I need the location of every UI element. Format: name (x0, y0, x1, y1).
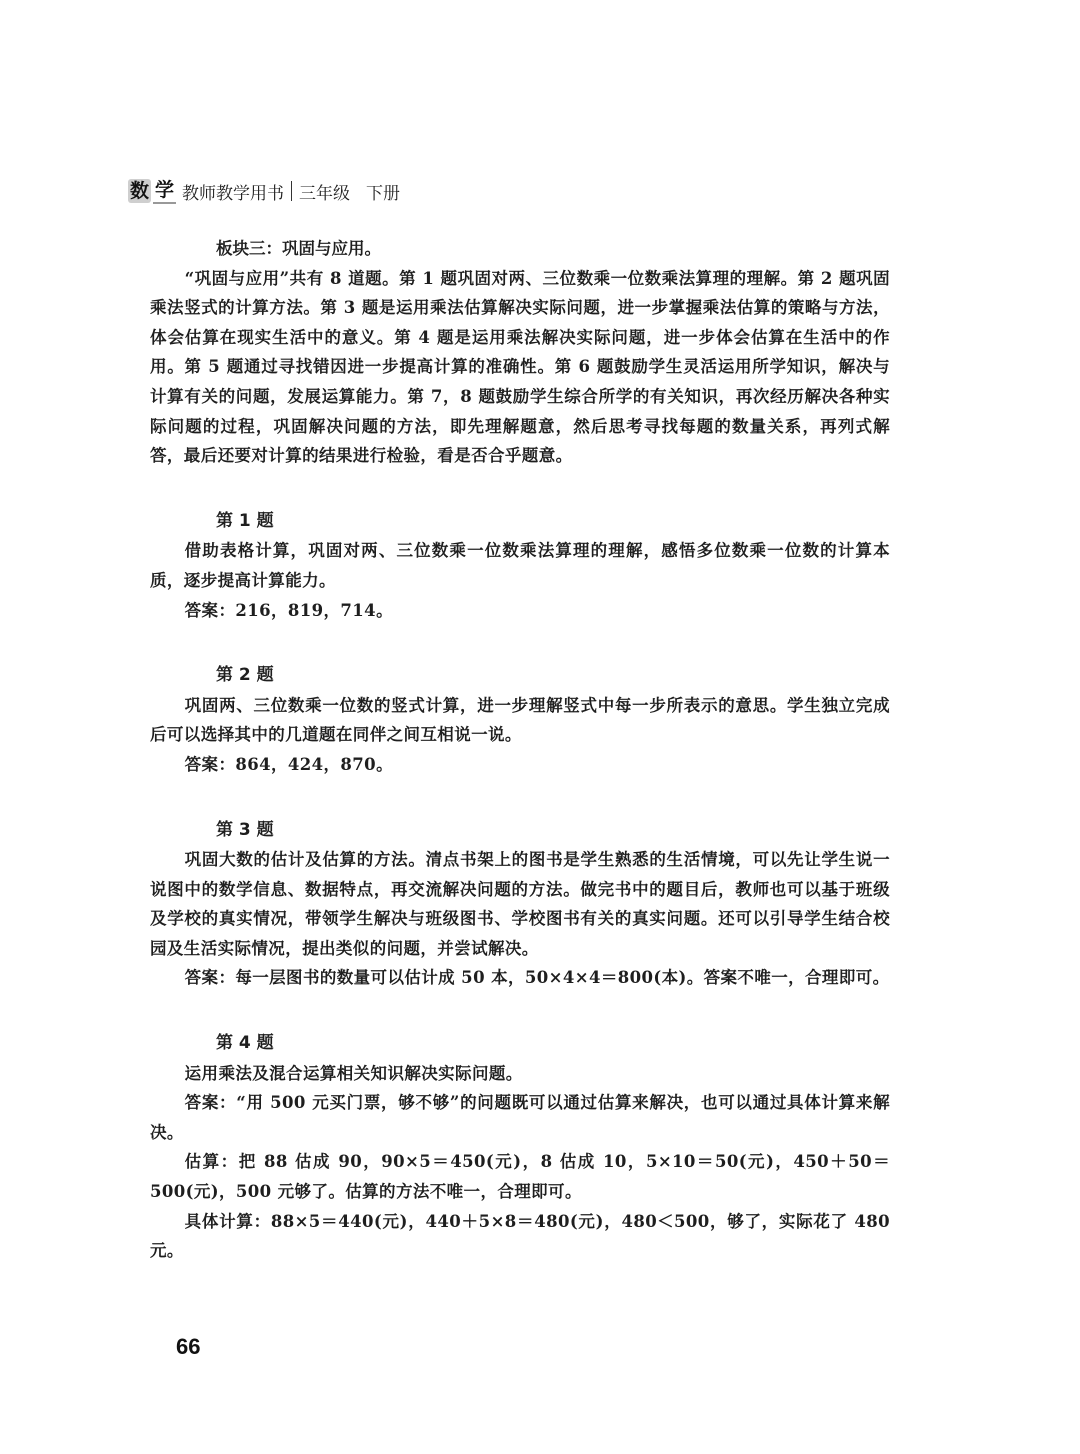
running-header (128, 176, 400, 206)
logo-char-xue: 学 (153, 178, 176, 204)
section-heading-3: 第 3 题 (216, 819, 274, 840)
section-4-answer: 答案：“用 500 元买门票，够不够”的问题既可以通过估算来解决，也可以通过具体计算来解决。 (150, 1093, 890, 1142)
section-heading-4: 第 4 题 (216, 1033, 274, 1054)
subject-logo (128, 178, 176, 204)
section-4-estimate: 估算：把 88 估成 90，90×5＝450(元)，8 估成 10，5×10＝50(元)，450＋50＝500(元)，500 元够了。估算的方法不唯一，合理即可。 (150, 1152, 890, 1202)
section-2-paragraph: 巩固两、三位数乘一位数的竖式计算，进一步理解竖式中每一步所表示的意思。学生独立完成后可以选择其中的几道题在同伴之间互相说一说。 (150, 695, 890, 745)
page-number: 66 (176, 1334, 201, 1359)
section-1-answer: 答案：216，819，714。 (184, 600, 393, 620)
book-title: 教师教学用书 (182, 183, 285, 204)
section-3-paragraph: 巩固大数的估计及估算的方法。清点书架上的图书是学生熟悉的生活情境，可以先让学生说一说图中的数学信息、数据特点，再交流解决问题的方法。做完书中的题目后，教师也可以基于班级及学校的真实情况，带领学生解决与班级图书、学校图书有关的真实问题。还可以引导学生结合校园及生活实际情况，提出类似的问题，并尝试解决。 (150, 850, 890, 958)
section-4-paragraph: 运用乘法及混合运算相关知识解决实际问题。 (184, 1063, 523, 1083)
section-2-answer: 答案：864，424，870。 (184, 754, 393, 774)
section-1-paragraph: 借助表格计算，巩固对两、三位数乘一位数乘法算理的理解，感悟多位数乘一位数的计算本质，逐步提高计算能力。 (150, 541, 890, 590)
section-3-answer: 答案：每一层图书的数量可以估计成 50 本，50×4×4＝800(本)。答案不唯一，合理即可。 (184, 968, 890, 988)
header-divider (291, 181, 292, 201)
block-title: 板块三：巩固与应用。 (216, 239, 381, 258)
section-heading-1: 第 1 题 (216, 510, 274, 531)
logo-char-shu: 数 (130, 180, 150, 202)
section-heading-2: 第 2 题 (216, 665, 274, 686)
block-paragraph: “巩固与应用”共有 8 道题。第 1 题巩固对两、三位数乘一位数乘法算理的理解。第 2 题巩固乘法竖式的计算方法。第 3 题是运用乘法估算解决实际问题，进一步掌握乘法估算的策略与方法，体会估算在现实生活中的意义。第 4 题是运用乘法解决实际问题，进一步体会估算在生活中的作用。第 5 题通过寻找错因进一步提高计算的准确性。第 6 题鼓励学生灵活运用所学知识，解决与计算有关的问题，发展运算能力。第 7，8 题鼓励学生综合所学的有关知识，再次经历解决各种实际问题的过程，巩固解决问题的方法，即先理解题意，然后思考寻找每题的数量关系，再列式解答，最后还要对计算的结果进行检验，看是否合乎题意。 (150, 268, 890, 466)
section-4-calculation: 具体计算：88×5＝440(元)，440＋5×8＝480(元)，480＜500，够了，实际花了 480 元。 (150, 1211, 890, 1261)
volume-label: 下册 (366, 183, 401, 204)
grade-label: 三年级 (299, 183, 351, 204)
page-body (150, 234, 890, 1266)
